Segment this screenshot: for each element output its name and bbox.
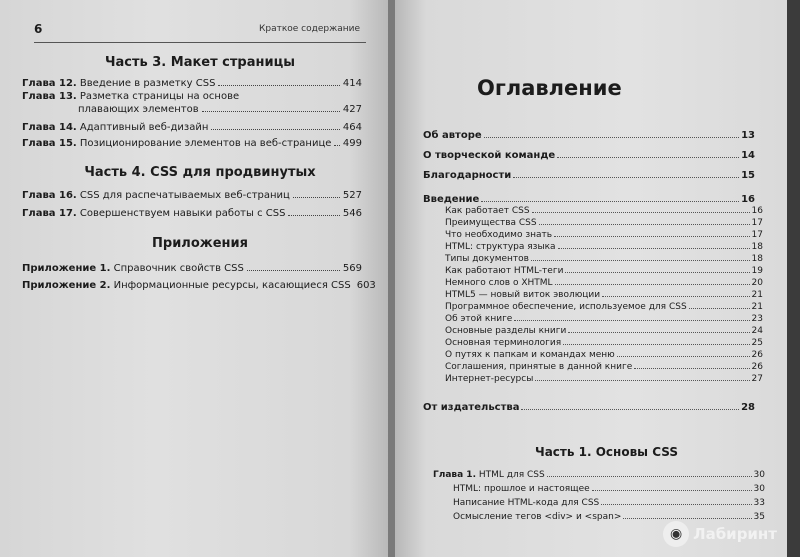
toc-subsection-entry: Основные разделы книги 24 [445,326,763,336]
chapter-entry: Глава 1. HTML для CSS 30 [433,470,765,480]
toc-entry: Глава 14. Адаптивный веб-дизайн 464 [22,122,362,133]
toc-section-entry: Введение 16 [423,194,755,205]
toc-entry-cont: плавающих элементов 427 [78,104,362,115]
toc-section-entry: Об авторе 13 [423,130,755,141]
toc-subsection-entry: Немного слов о XHTML 20 [445,278,763,288]
toc-entry: Глава 13. Разметка страницы на основе [22,91,240,102]
toc-entry: Приложение 2. Информационные ресурсы, касающиеся CSS 603 [22,280,376,291]
left-page [0,0,388,557]
toc-subsection-entry: Как работает CSS 16 [445,206,763,216]
toc-section-entry: Благодарности 15 [423,170,755,181]
toc-title: Оглавление [477,76,622,100]
toc-subsection-entry: О путях к папкам и командах меню 26 [445,350,763,360]
toc-section-entry: О творческой команде 14 [423,150,755,161]
labirint-logo-icon: ◉ [663,521,689,547]
toc-subsection-entry: Основная терминология 25 [445,338,763,348]
toc-subsection-entry: Что необходимо знать 17 [445,230,763,240]
toc-entry: Глава 15. Позиционирование элементов на веб-странице 499 [22,138,362,149]
right-page [395,0,787,557]
book-gutter [388,0,395,557]
toc-subsection-entry: Об этой книге 23 [445,314,763,324]
toc-entry: Глава 16. CSS для распечатываемых веб-страниц 527 [22,190,362,201]
toc-subsection-entry: HTML: структура языка 18 [445,242,763,252]
toc-subsection-entry: Преимущества CSS 17 [445,218,763,228]
page-number: 6 [34,22,43,36]
running-head: Краткое содержание [258,24,360,34]
toc-subsection-entry: Интернет-ресурсы 27 [445,374,763,384]
toc-subsection-entry: Программное обеспечение, используемое для CSS 21 [445,302,763,312]
toc-section-entry: От издательства 28 [423,402,755,413]
part1-title: Часть 1. Основы CSS [535,445,678,459]
toc-subsection-entry: Соглашения, принятые в данной книге 26 [445,362,763,372]
watermark: ◉ Лабиринт [663,521,777,547]
chapter-sub-entry: Осмысление тегов <div> и <span> 35 [453,512,765,522]
chapter-sub-entry: HTML: прошлое и настоящее 30 [453,484,765,494]
toc-entry: Глава 12. Введение в разметку CSS 414 [22,78,362,89]
appendix-title: Приложения [152,236,248,251]
chapter-sub-entry: Написание HTML-кода для CSS 33 [453,498,765,508]
toc-subsection-entry: HTML5 — новый виток эволюции 21 [445,290,763,300]
toc-subsection-entry: Как работают HTML-теги 19 [445,266,763,276]
toc-subsection-entry: Типы документов 18 [445,254,763,264]
left-header [34,22,366,43]
toc-entry: Приложение 1. Справочник свойств CSS 569 [22,263,362,274]
part4-title: Часть 4. CSS для продвинутых [84,165,316,180]
part3-title: Часть 3. Макет страницы [105,55,295,70]
toc-entry: Глава 17. Совершенствуем навыки работы с CSS 546 [22,208,362,219]
